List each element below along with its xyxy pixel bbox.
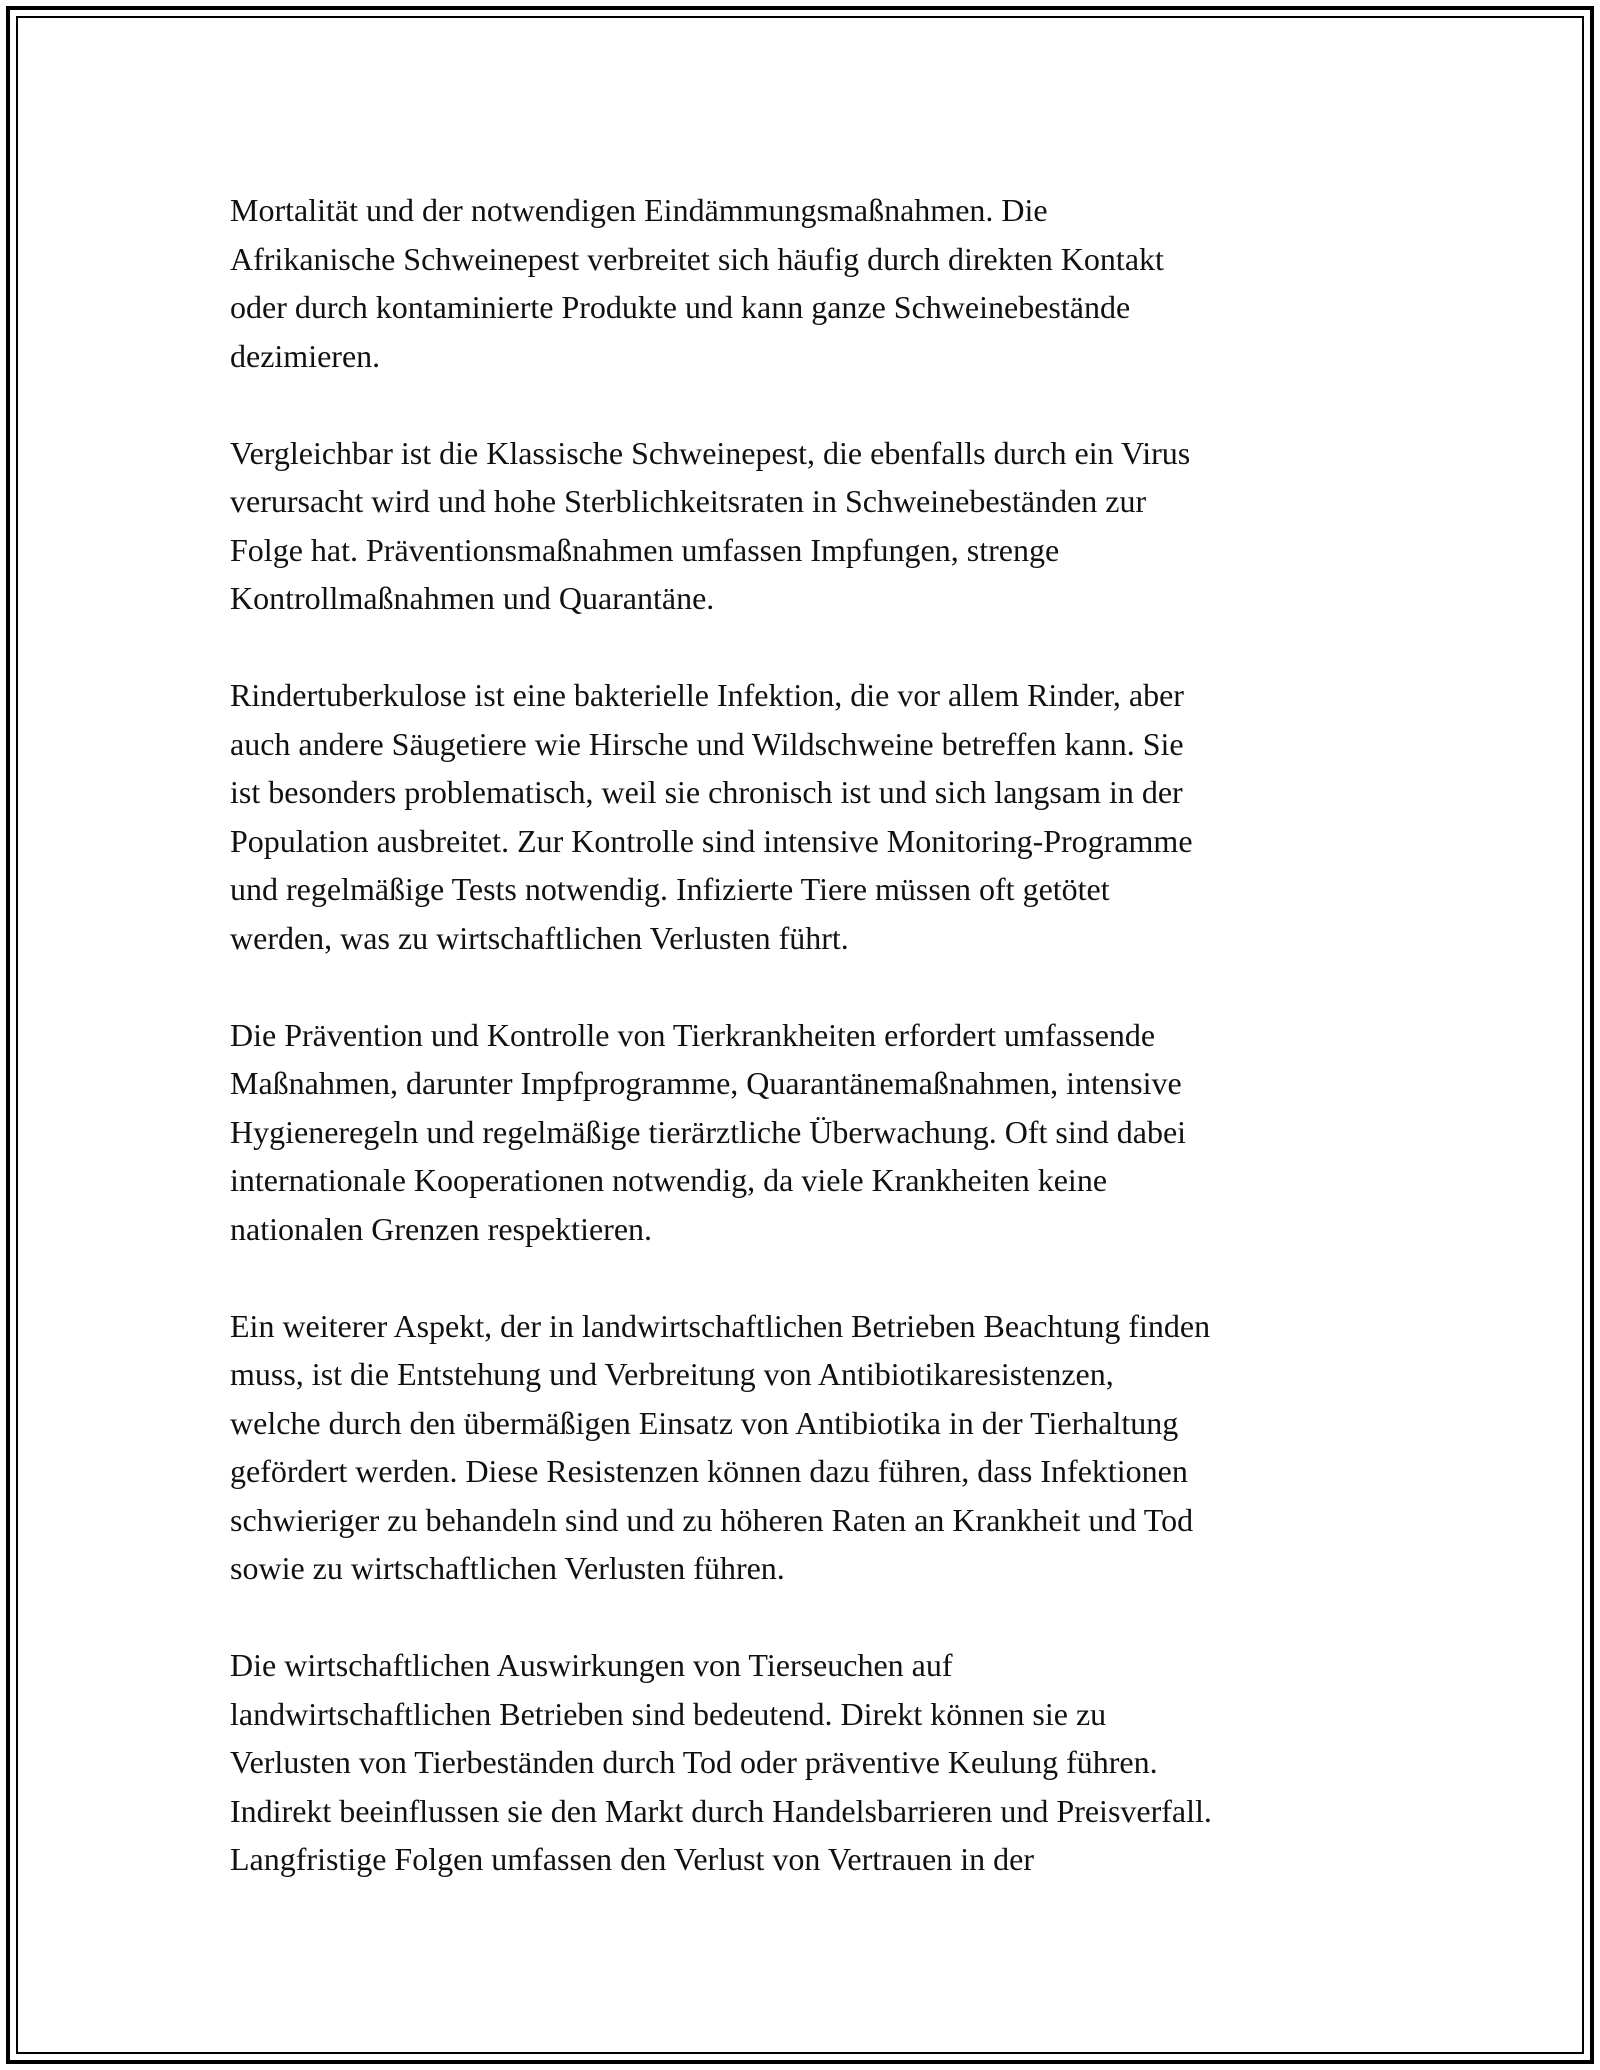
- paragraph-3: Rindertuberkulose ist eine bakterielle Infektion, die vor allem Rinder, aber auch andere Säugetiere wie Hirsche und Wildschweine betreffen kann. Sie ist besonders problematisch, weil sie chronisch ist und sich langsam in der Population ausbreitet. Zur Kontrolle sind intensive Monitoring-Programme und regelmäßige Tests notwendig. Infizierte Tiere müssen oft getötet werden, was zu wirtschaftlichen Verlusten führt.: [230, 677, 1193, 956]
- paragraph-1: Mortalität und der notwendigen Eindämmungsmaßnahmen. Die Afrikanische Schweinepest verbreitet sich häufig durch direkten Kontakt oder durch kontaminierte Produkte und kann ganze Schweinebestände dezimieren.: [230, 192, 1164, 374]
- paragraph-5: Ein weiterer Aspekt, der in landwirtschaftlichen Betrieben Beachtung finden muss, ist die Entstehung und Verbreitung von Antibiotikaresistenzen, welche durch den übermäßigen Einsatz von Antibiotika in der Tierhaltung gefördert werden. Diese Resistenzen können dazu führen, dass Infektionen schwieriger zu behandeln sind und zu höheren Raten an Krankheit und Tod sowie zu wirtschaftlichen Verlusten führen.: [230, 1307, 1211, 1586]
- paragraph-6: Die wirtschaftlichen Auswirkungen von Tierseuchen auf landwirtschaftlichen Betrieben sind bedeutend. Direkt können sie zu Verlusten von Tierbeständen durch Tod oder präventive Keulung führen. Indirekt beeinflussen sie den Markt durch Handelsbarrieren und Preisverfall. Langfristige Folgen umfassen den Verlust von Vertrauen in der: [230, 1647, 1212, 1877]
- paragraph-4: Die Prävention und Kontrolle von Tierkrankheiten erfordert umfassende Maßnahmen, darunter Impfprogramme, Quarantänemaßnahmen, intensive Hygieneregeln und regelmäßige tierärztliche Überwachung. Oft sind dabei internationale Kooperationen notwendig, da viele Krankheiten keine nationalen Grenzen respektieren.: [230, 1016, 1187, 1247]
- document-body: [230, 186, 1380, 1884]
- paragraph-2: Vergleichbar ist die Klassische Schweinepest, die ebenfalls durch ein Virus verursacht wird und hohe Sterblichkeitsraten in Schweinebeständen zur Folge hat. Präventionsmaßnahmen umfassen Impfungen, strenge Kontrollmaßnahmen und Quarantäne.: [230, 434, 1191, 616]
